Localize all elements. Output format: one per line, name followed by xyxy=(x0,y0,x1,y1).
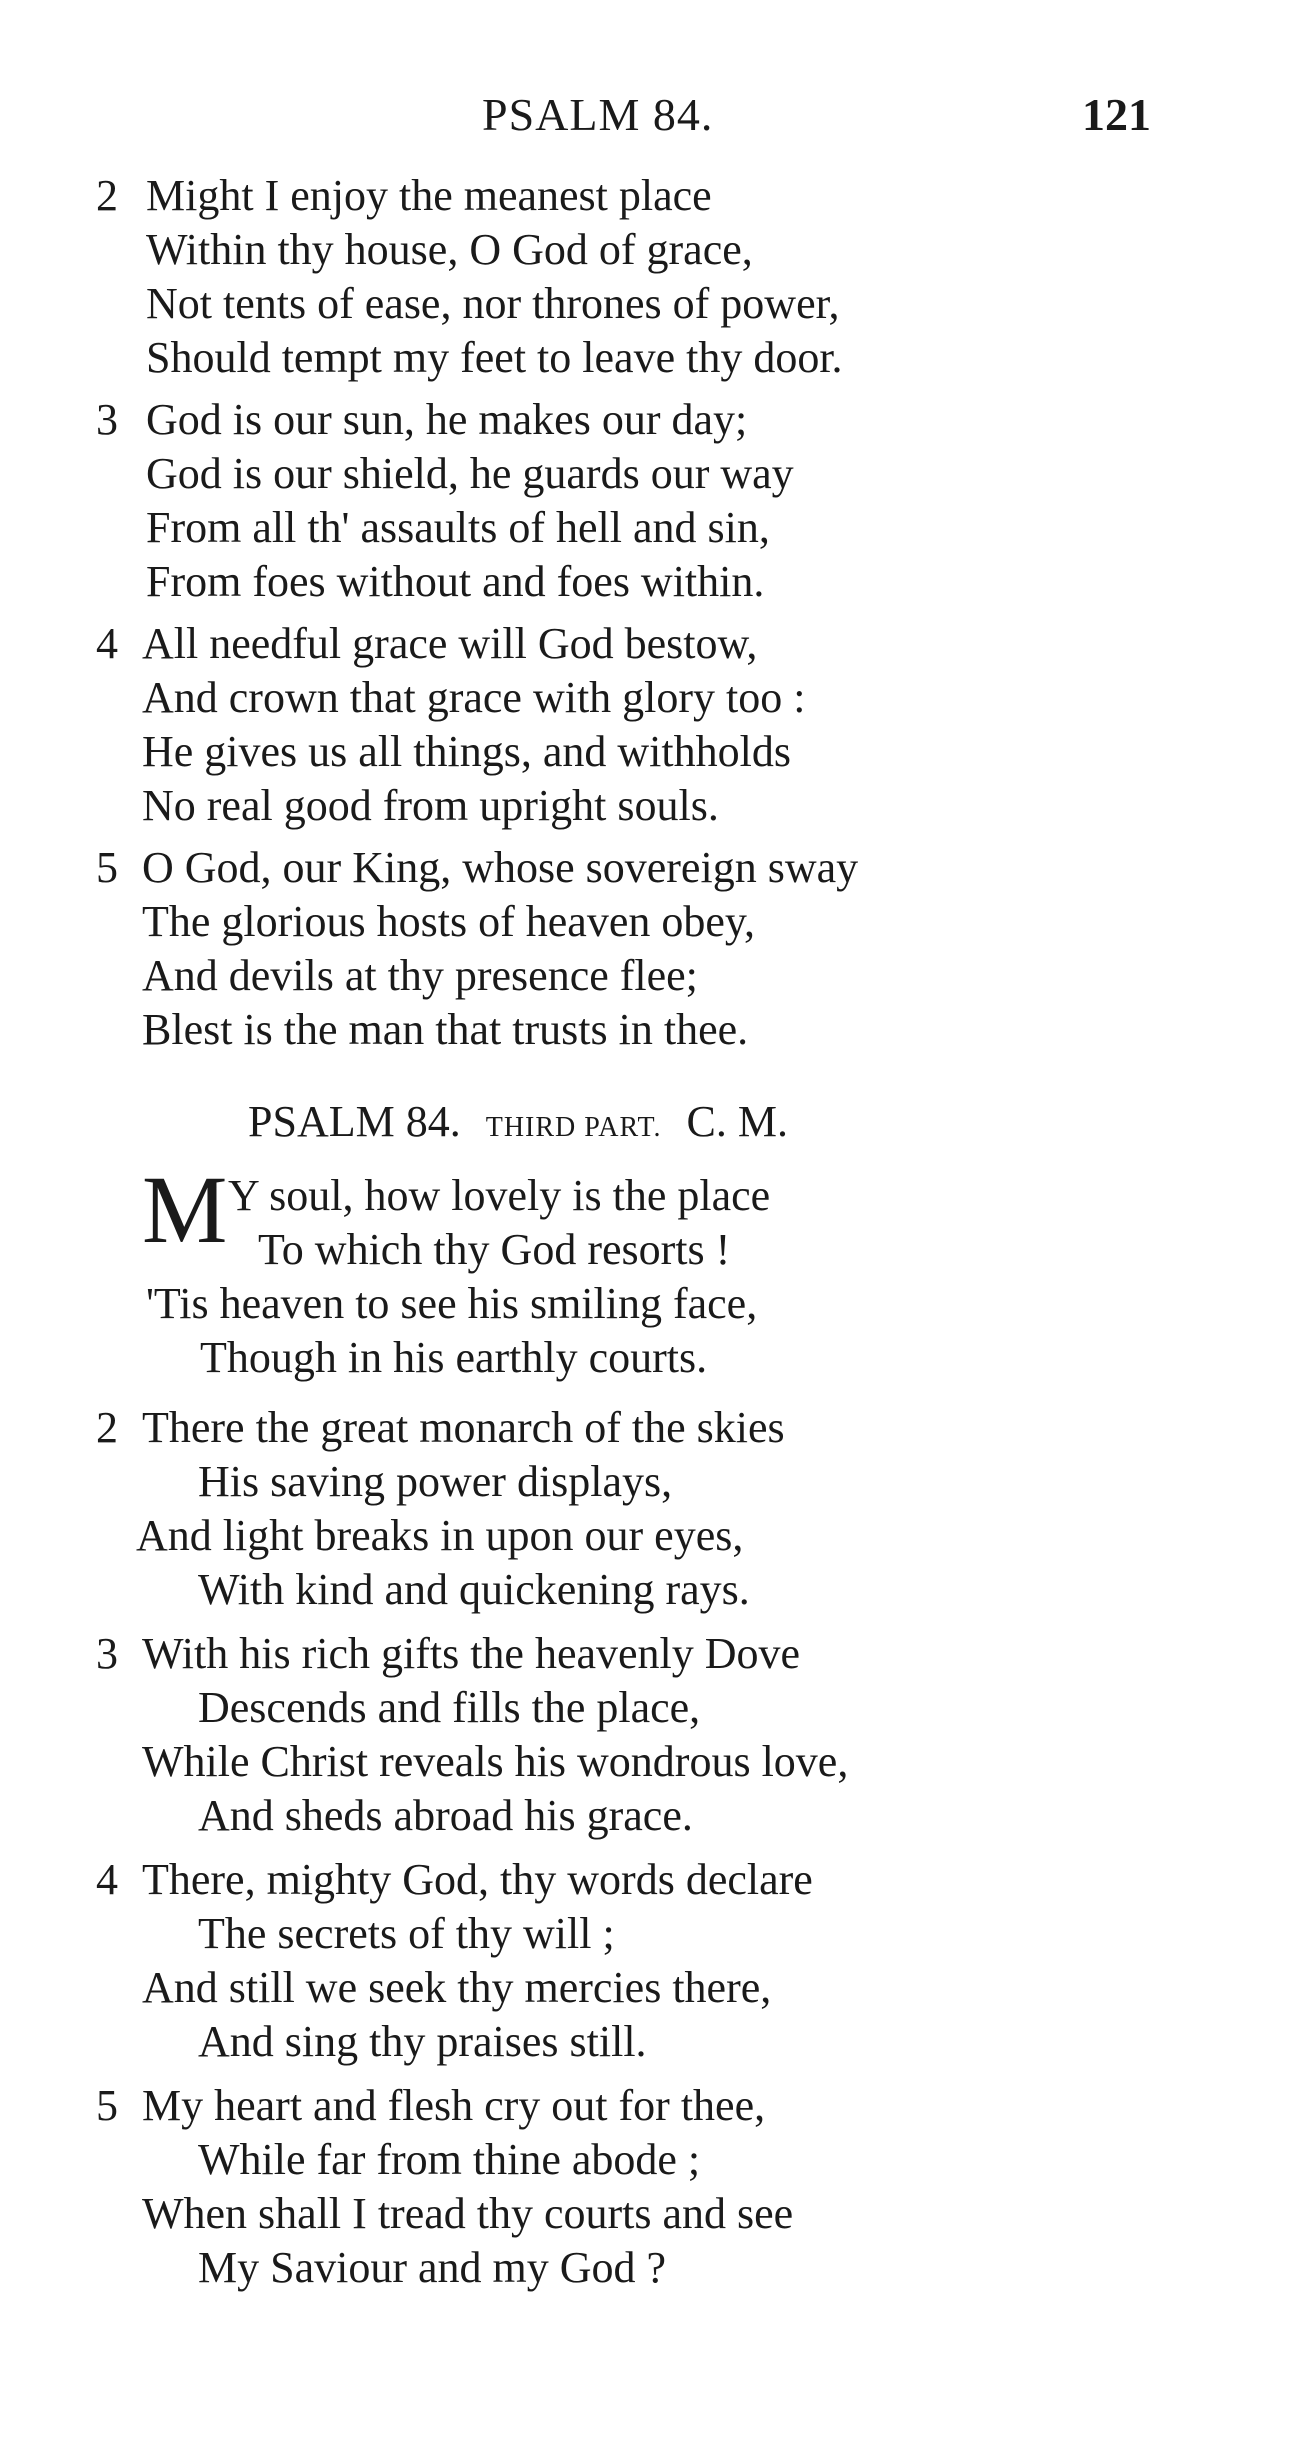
verse-line: God is our sun, he makes our day; xyxy=(146,395,748,444)
stanza-number: 3 xyxy=(96,395,118,444)
verse-line: And light breaks in upon our eyes, xyxy=(136,1511,744,1560)
stanza-number: 4 xyxy=(96,619,118,668)
verse-line: My Saviour and my God ? xyxy=(198,2243,667,2292)
verse-line: Might I enjoy the meanest place xyxy=(146,171,712,220)
stanza-number: 5 xyxy=(96,2081,118,2130)
verse-line: My heart and flesh cry out for thee, xyxy=(142,2081,766,2130)
verse-line: All needful grace will God bestow, xyxy=(142,619,758,668)
verse-line: The secrets of thy will ; xyxy=(198,1909,615,1958)
verse-line: Descends and fills the place, xyxy=(198,1683,701,1732)
verse-line: And sheds abroad his grace. xyxy=(198,1791,693,1840)
verse-line: No real good from upright souls. xyxy=(142,781,719,830)
verse-line: Should tempt my feet to leave thy door. xyxy=(146,333,843,382)
verse-line: From all th' assaults of hell and sin, xyxy=(146,503,770,552)
verse-line: O God, our King, whose sovereign sway xyxy=(142,843,859,892)
heading-part: THIRD PART. xyxy=(485,1112,662,1143)
stanza-number: 2 xyxy=(96,171,118,220)
verse-line: Y soul, how lovely is the place xyxy=(228,1171,771,1220)
verse-line: God is our shield, he guards our way xyxy=(146,449,794,498)
verse-line: And sing thy praises still. xyxy=(198,2017,647,2066)
stanza-number: 5 xyxy=(96,843,118,892)
verse-line: Not tents of ease, nor thrones of power, xyxy=(146,279,840,328)
verse-line: From foes without and foes within. xyxy=(146,557,765,606)
verse-line: There, mighty God, thy words declare xyxy=(142,1855,813,1904)
verse-line: While far from thine abode ; xyxy=(198,2135,701,2184)
drop-cap: M xyxy=(142,1156,228,1263)
verse-line: To which thy God resorts ! xyxy=(258,1225,731,1274)
verse-line: The glorious hosts of heaven obey, xyxy=(142,897,756,946)
stanza-number: 3 xyxy=(96,1629,118,1678)
verse-line: Within thy house, O God of grace, xyxy=(146,225,753,274)
running-title: PSALM 84. xyxy=(482,89,714,140)
verse-line: With his rich gifts the heavenly Dove xyxy=(142,1629,801,1678)
page-number: 121 xyxy=(1082,89,1151,140)
verse-line: And still we seek thy mercies there, xyxy=(142,1963,772,2012)
verse-line: Though in his earthly courts. xyxy=(200,1333,708,1382)
verse-line: 'Tis heaven to see his smiling face, xyxy=(146,1279,758,1328)
heading-psalm: PSALM 84. xyxy=(248,1097,461,1146)
stanza-number: 4 xyxy=(96,1855,118,1904)
verse-line: He gives us all things, and withholds xyxy=(142,727,791,776)
verse-line: With kind and quickening rays. xyxy=(198,1565,750,1614)
verse-line: There the great monarch of the skies xyxy=(142,1403,785,1452)
verse-line: His saving power displays, xyxy=(198,1457,673,1506)
section-heading xyxy=(248,1097,788,1146)
verse-line: And crown that grace with glory too : xyxy=(142,673,806,722)
verse-line: When shall I tread thy courts and see xyxy=(142,2189,794,2238)
verse-line: Blest is the man that trusts in thee. xyxy=(142,1005,749,1054)
heading-meter: C. M. xyxy=(686,1097,788,1146)
verse-line: And devils at thy presence flee; xyxy=(142,951,698,1000)
stanza-number: 2 xyxy=(96,1403,118,1452)
page-header xyxy=(0,88,1292,158)
verse-line: While Christ reveals his wondrous love, xyxy=(142,1737,849,1786)
